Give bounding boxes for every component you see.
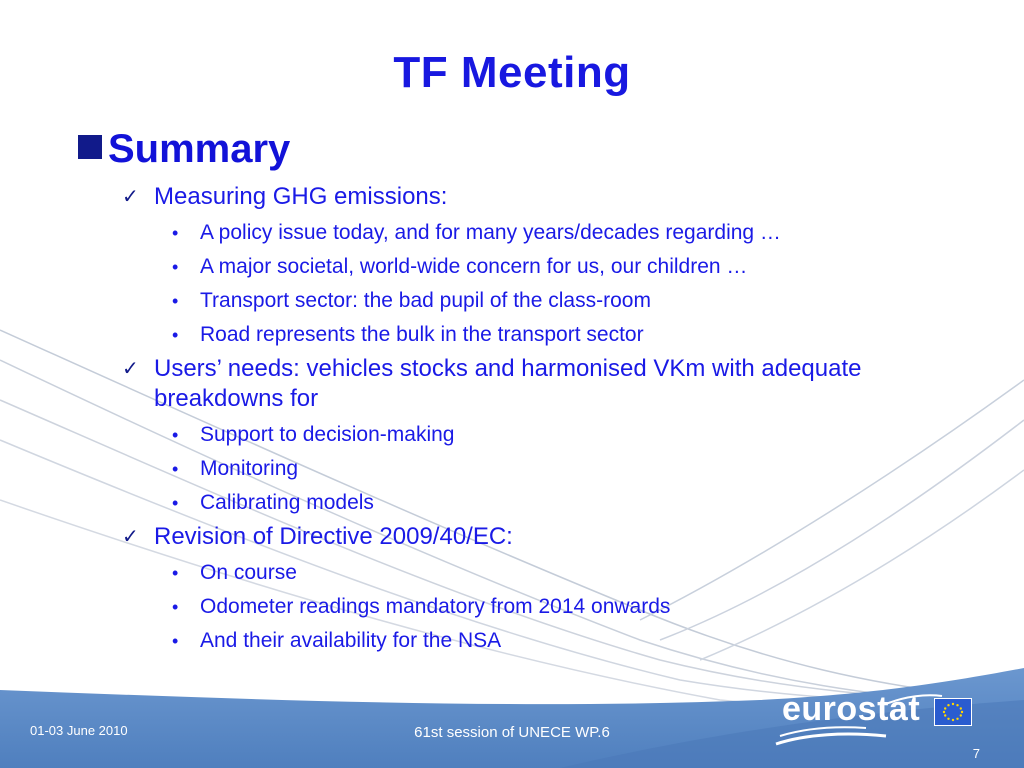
section-text: Measuring GHG emissions: [154, 183, 448, 210]
bullet-icon: • [172, 425, 179, 445]
bullet-text: A policy issue today, and for many years/decades regarding … [200, 221, 781, 244]
bullet-icon: • [172, 223, 179, 243]
bullet-item [170, 322, 978, 348]
bullet-item [170, 490, 978, 516]
eu-flag-icon [934, 698, 972, 726]
page-number: 7 [972, 746, 980, 761]
logo-text: eurostat [782, 690, 921, 728]
checkmark-icon: ✓ [122, 526, 139, 548]
bullet-item [170, 288, 978, 314]
bullet-text: Odometer readings mandatory from 2014 onwards [200, 595, 671, 618]
bullet-text: Monitoring [200, 457, 299, 480]
section-item [122, 522, 978, 552]
bullet-icon: • [172, 459, 179, 479]
bullet-icon: • [172, 631, 179, 651]
section-item [122, 182, 978, 212]
bullet-text: Road represents the bulk in the transport sector [200, 323, 644, 346]
bullet-item [170, 628, 978, 654]
heading: Summary [108, 126, 291, 171]
footer-date: 01-03 June 2010 [30, 723, 128, 738]
eurostat-logo [766, 690, 976, 750]
bullet-text: Transport sector: the bad pupil of the class-room [200, 289, 651, 312]
slide-content [78, 122, 978, 654]
bullet-text: On course [200, 561, 297, 584]
bullet-icon: • [172, 563, 179, 583]
bullet-icon: • [172, 291, 179, 311]
bullet-text: And their availability for the NSA [200, 629, 502, 652]
checkmark-icon: ✓ [122, 358, 139, 380]
bullet-item [170, 594, 978, 620]
bullet-text: Calibrating models [200, 491, 374, 514]
bullet-item [170, 220, 978, 246]
bullet-icon: • [172, 325, 179, 345]
heading-item [78, 122, 978, 176]
bullet-text: A major societal, world-wide concern for us, our children … [200, 255, 748, 278]
slide-title: TF Meeting [393, 48, 631, 97]
section-item [122, 354, 978, 414]
bullet-item [170, 456, 978, 482]
section-text: Revision of Directive 2009/40/EC: [154, 523, 513, 550]
bullet-text: Support to decision-making [200, 423, 455, 446]
section-text: Users’ needs: vehicles stocks and harmonised VKm with adequate breakdowns for [154, 355, 862, 412]
bullet-icon: • [172, 493, 179, 513]
bullet-item [170, 560, 978, 586]
bullet-item [170, 254, 978, 280]
bullet-item [170, 422, 978, 448]
square-bullet-icon [78, 135, 102, 159]
footer-session: 61st session of UNECE WP.6 [414, 724, 610, 741]
bullet-icon: • [172, 597, 179, 617]
bullet-icon: • [172, 257, 179, 277]
checkmark-icon: ✓ [122, 186, 139, 208]
